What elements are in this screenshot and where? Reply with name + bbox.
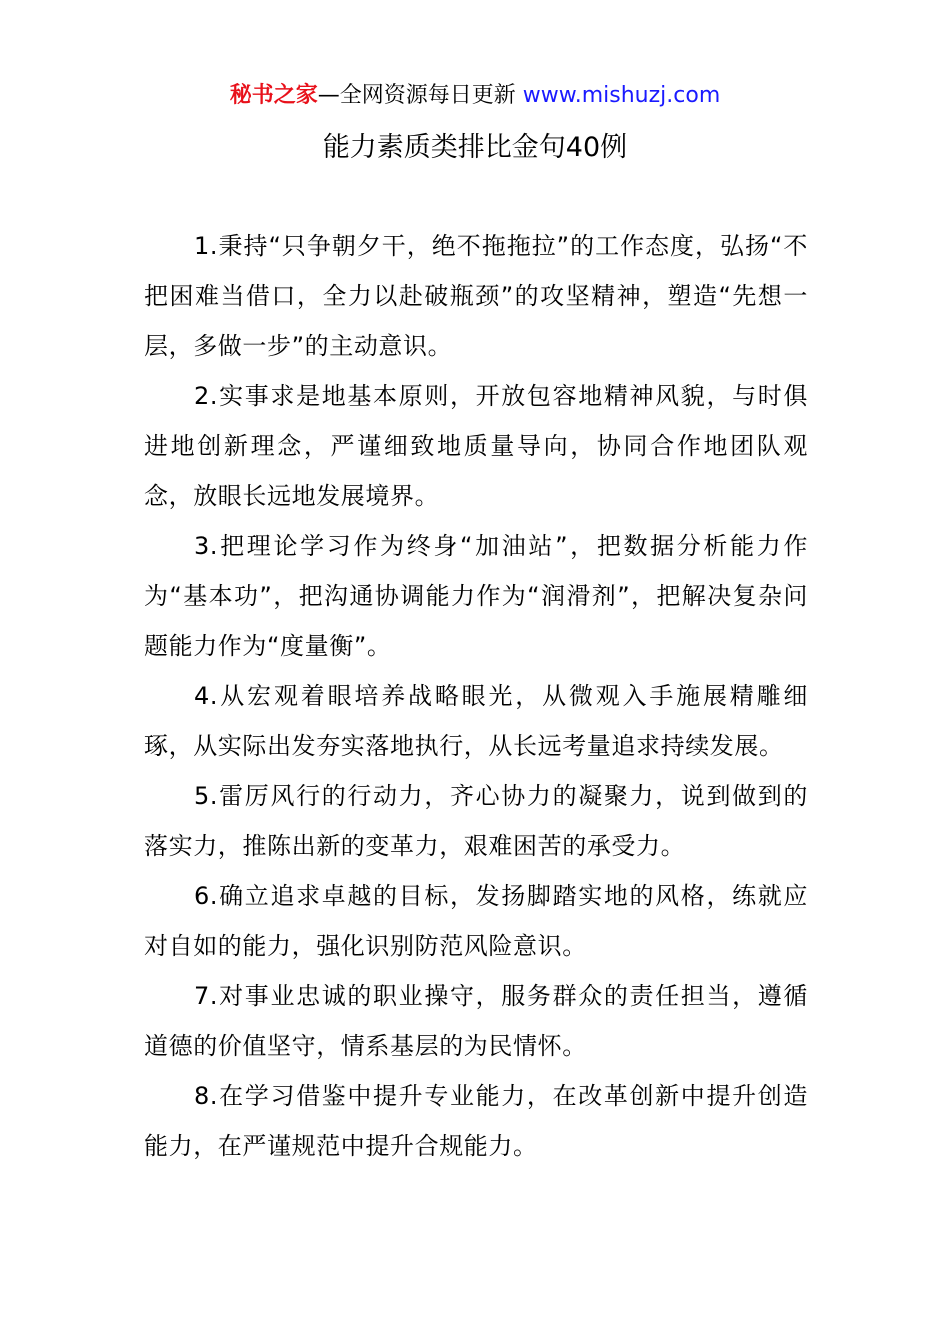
paragraph-4: 4.从宏观着眼培养战略眼光，从微观入手施展精雕细琢，从实际出发夯实落地执行，从长远考量追求持续发展。: [144, 682, 808, 760]
paragraph-3: 3.把理论学习作为终身“加油站”，把数据分析能力作为“基本功”，把沟通协调能力作为“润滑剂”，把解决复杂问题能力作为“度量衡”。: [144, 532, 808, 660]
paragraph-5: 5.雷厉风行的行动力，齐心协力的凝聚力，说到做到的落实力，推陈出新的变革力，艰难困苦的承受力。: [144, 782, 808, 860]
document-title: 能力素质类排比金句40例: [322, 132, 628, 163]
site-tagline: —全网资源每日更新: [317, 83, 516, 108]
paragraph-2: 2.实事求是地基本原则，开放包容地精神风貌，与时俱进地创新理念，严谨细致地质量导向，协同合作地团队观念，放眼长远地发展境界。: [144, 382, 808, 510]
paragraph-1: 1.秉持“只争朝夕干，绝不拖拖拉”的工作态度，弘扬“不把困难当借口，全力以赴破瓶颈”的攻坚精神，塑造“先想一层，多做一步”的主动意识。: [144, 232, 808, 360]
brand-name: 秘书之家: [229, 83, 318, 108]
site-header: [0, 80, 950, 112]
paragraph-6: 6.确立追求卓越的目标，发扬脚踏实地的风格，练就应对自如的能力，强化识别防范风险意识。: [144, 882, 808, 960]
paragraph-8: 8.在学习借鉴中提升专业能力，在改革创新中提升创造能力，在严谨规范中提升合规能力。: [144, 1082, 808, 1160]
paragraph-7: 7.对事业忠诚的职业操守，服务群众的责任担当，遵循道德的价值坚守，情系基层的为民情怀。: [144, 982, 808, 1060]
site-url-link[interactable]: www.mishuzj.com: [522, 83, 721, 108]
document-body: [144, 221, 808, 1171]
